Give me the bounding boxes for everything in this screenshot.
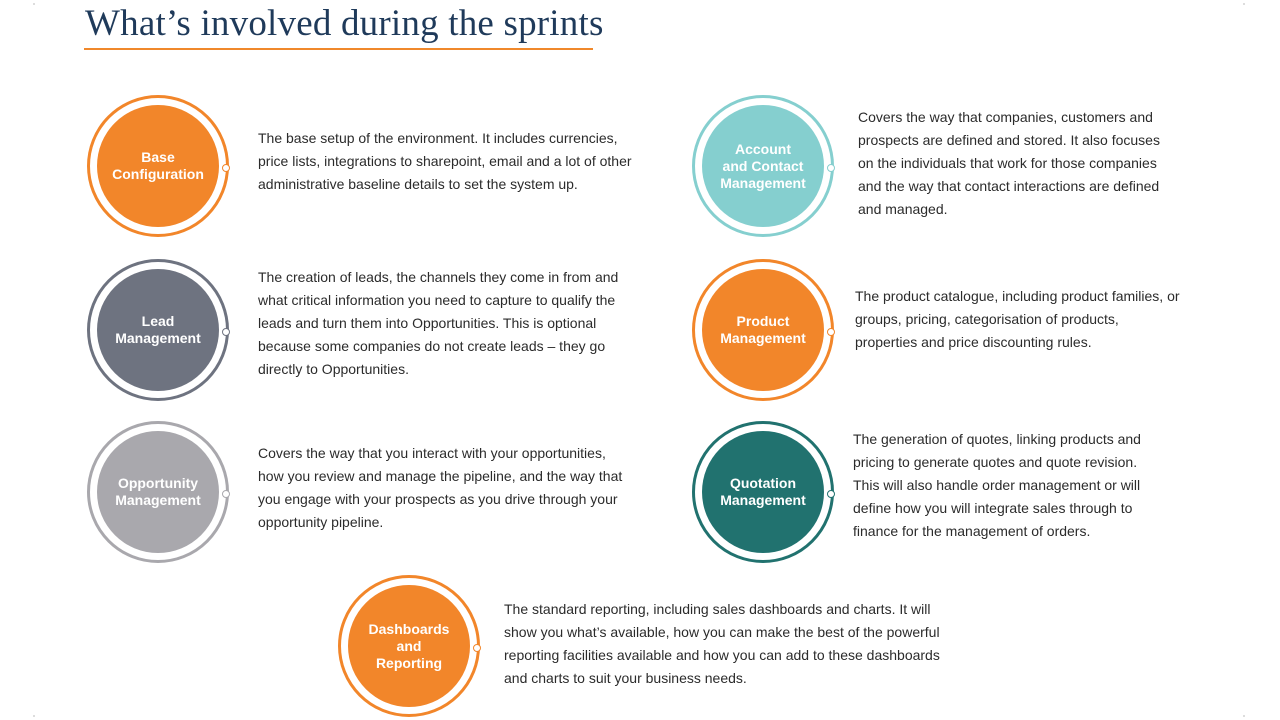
badge-label: Account and Contact Management: [720, 140, 806, 191]
circle-badge: [348, 585, 470, 707]
page-title: What’s involved during the sprints: [85, 3, 604, 44]
ring-dot-icon: [222, 328, 230, 336]
corner-mark: [1243, 3, 1245, 5]
item-description: The creation of leads, the channels they come in from and what critical information you need to capture to qualify the leads and turn them into Opportunities. This is optional because some companies do not create leads – they go directly to Opportunities.: [258, 269, 619, 377]
item-description: The base setup of the environment. It includes currencies, price lists, integrations to sharepoint, email and a lot of other administrative baseline details to set the system up.: [258, 130, 632, 192]
ring-dot-icon: [473, 644, 481, 652]
corner-mark: [33, 715, 35, 717]
badge-label: Base Configuration: [112, 149, 204, 182]
circle-badge: [702, 431, 824, 553]
item-description: Covers the way that you interact with your opportunities, how you review and manage the pipeline, and the way that you engage with your prospects as you drive through your opportunity pipeline.: [258, 445, 623, 530]
ring-dot-icon: [222, 164, 230, 172]
badge-label: Product Management: [720, 313, 806, 346]
circle-badge: [97, 105, 219, 227]
item-description: The standard reporting, including sales dashboards and charts. It will show you what’s available, how you can make the best of the powerful reporting facilities available and how you can add to these dashboards and charts to suit your business needs.: [504, 601, 940, 686]
badge-label: Quotation Management: [720, 475, 806, 508]
corner-mark: [1243, 715, 1245, 717]
ring-dot-icon: [827, 490, 835, 498]
title-underline: [84, 48, 593, 50]
circle-badge: [97, 269, 219, 391]
item-description: The product catalogue, including product families, or groups, pricing, categorisation of products, properties and price discounting rules.: [855, 288, 1180, 350]
ring-dot-icon: [827, 164, 835, 172]
item-description: The generation of quotes, linking products and pricing to generate quotes and quote revision. This will also handle order management or will define how you will integrate sales through to finance for the management of orders.: [853, 431, 1141, 539]
ring-dot-icon: [827, 328, 835, 336]
circle-badge: [702, 269, 824, 391]
ring-dot-icon: [222, 490, 230, 498]
corner-mark: [33, 3, 35, 5]
badge-label: Opportunity Management: [115, 475, 201, 508]
circle-badge: [97, 431, 219, 553]
badge-label: Dashboards and Reporting: [368, 620, 450, 671]
item-description: Covers the way that companies, customers and prospects are defined and stored. It also focuses on the individuals that work for those companies and the way that contact interactions are defined and managed.: [858, 109, 1160, 217]
badge-label: Lead Management: [115, 313, 201, 346]
circle-badge: [702, 105, 824, 227]
